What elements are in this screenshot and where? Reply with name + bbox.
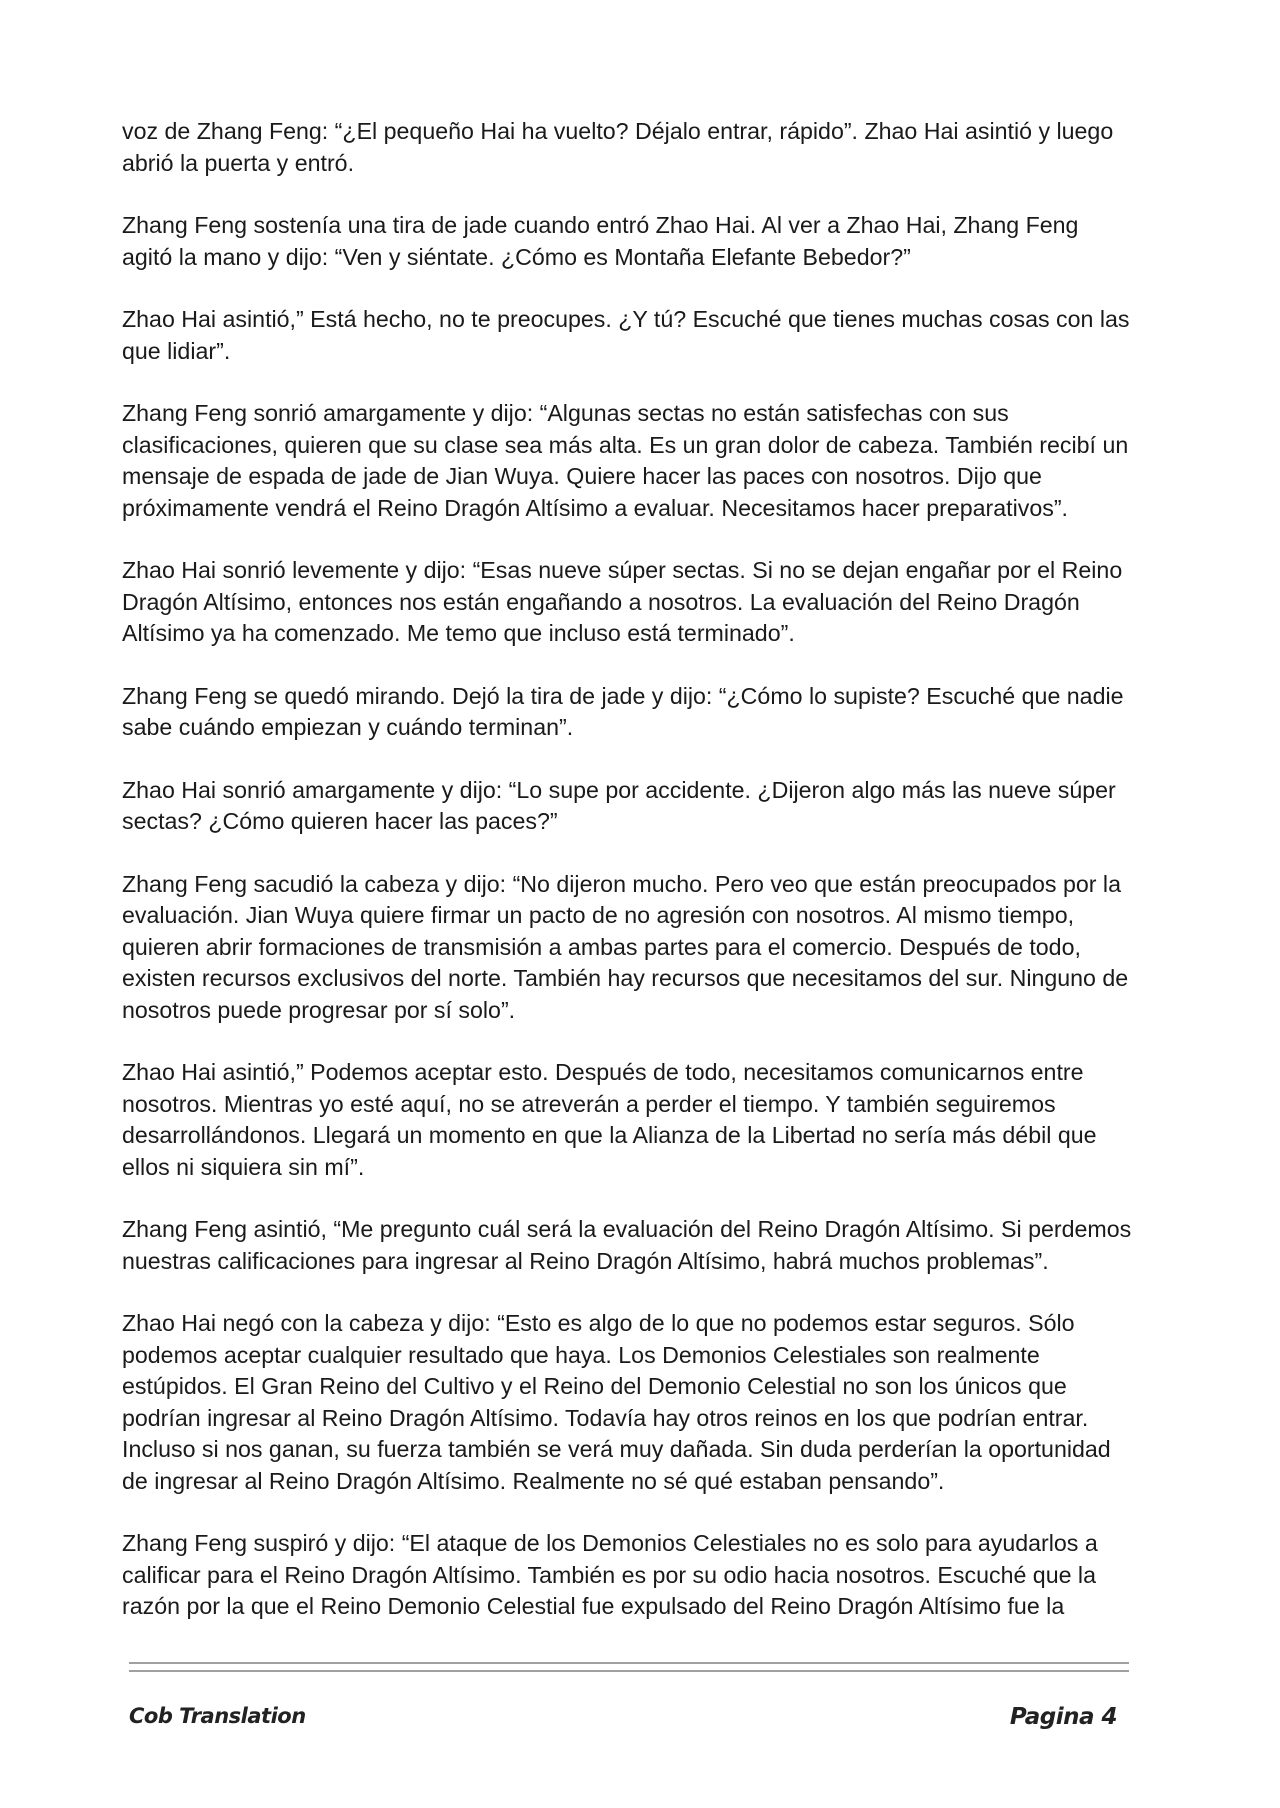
footer-translator-credit: Cob Translation — [129, 1704, 306, 1728]
paragraph: Zhang Feng sacudió la cabeza y dijo: “No dijeron mucho. Pero veo que están preocupados por la evaluación. Jian Wuya quiere firmar un pacto de no agresión con nosotros. Al mismo tiempo, quieren abrir formaciones de transmisión a ambas partes para el comercio. Después de todo, existen recursos exclusivos del norte. También hay recursos que necesitamos del sur. Ninguno de nosotros puede progresar por sí solo”. — [122, 870, 1129, 1023]
paragraph: Zhang Feng sonrió amargamente y dijo: “Algunas sectas no están satisfechas con sus clasificaciones, quieren que su clase sea más alta. Es un gran dolor de cabeza. También recibí un mensaje de espada de jade de Jian Wuya. Quiere hacer las paces con nosotros. Dijo que próximamente vendrá el Reino Dragón Altísimo a evaluar. Necesitamos hacer preparativos”. — [122, 400, 1129, 521]
paragraph: voz de Zhang Feng: “¿El pequeño Hai ha vuelto? Déjalo entrar, rápido”. Zhao Hai asintió y luego abrió la puerta y entró. — [122, 118, 1114, 176]
footer-page-number: Pagina 4 — [1009, 1704, 1117, 1730]
footer-divider-bottom — [129, 1670, 1129, 1672]
paragraph: Zhang Feng sostenía una tira de jade cuando entró Zhao Hai. Al ver a Zhao Hai, Zhang Feng agitó la mano y dijo: “Ven y siéntate. ¿Cómo es Montaña Elefante Bebedor?” — [122, 212, 1079, 270]
paragraph: Zhang Feng se quedó mirando. Dejó la tira de jade y dijo: “¿Cómo lo supiste? Escuché que nadie sabe cuándo empiezan y cuándo terminan”. — [122, 682, 1124, 740]
paragraph: Zhao Hai asintió,” Podemos aceptar esto. Después de todo, necesitamos comunicarnos entre nosotros. Mientras yo esté aquí, no se atreverán a perder el tiempo. Y también seguiremos desarrollándonos. Llegará un momento en que la Alianza de la Libertad no sería más débil que ellos ni siquiera sin mí”. — [122, 1059, 1097, 1180]
footer-divider-top — [129, 1662, 1129, 1664]
paragraph: Zhao Hai sonrió amargamente y dijo: “Lo supe por accidente. ¿Dijeron algo más las nueve súper sectas? ¿Cómo quieren hacer las paces?” — [122, 776, 1116, 834]
paragraph: Zhao Hai asintió,” Está hecho, no te preocupes. ¿Y tú? Escuché que tienes muchas cosas con las que lidiar”. — [122, 306, 1130, 364]
paragraph: Zhang Feng suspiró y dijo: “El ataque de los Demonios Celestiales no es solo para ayudarlos a calificar para el Reino Dragón Altísimo. También es por su odio hacia nosotros. Escuché que la razón por la que el Reino Demonio Celestial fue expulsado del Reino Dragón Altísimo fue la — [122, 1530, 1098, 1619]
paragraph: Zhao Hai sonrió levemente y dijo: “Esas nueve súper sectas. Si no se dejan engañar por el Reino Dragón Altísimo, entonces nos están engañando a nosotros. La evaluación del Reino Dragón Altísimo ya ha comenzado. Me temo que incluso está terminado”. — [122, 557, 1123, 646]
paragraph: Zhang Feng asintió, “Me pregunto cuál será la evaluación del Reino Dragón Altísimo. Si perdemos nuestras calificaciones para ingresar al Reino Dragón Altísimo, habrá muchos problemas”. — [122, 1216, 1132, 1274]
document-body — [122, 116, 1132, 1654]
paragraph: Zhao Hai negó con la cabeza y dijo: “Esto es algo de lo que no podemos estar seguros. Sólo podemos aceptar cualquier resultado que haya. Los Demonios Celestiales son realmente estúpidos. El Gran Reino del Cultivo y el Reino del Demonio Celestial no son los únicos que podrían ingresar al Reino Dragón Altísimo. Todavía hay otros reinos en los que podrían entrar. Incluso si nos ganan, su fuerza también se verá muy dañada. Sin duda perderían la oportunidad de ingresar al Reino Dragón Altísimo. Realmente no sé qué estaban pensando”. — [122, 1310, 1111, 1494]
